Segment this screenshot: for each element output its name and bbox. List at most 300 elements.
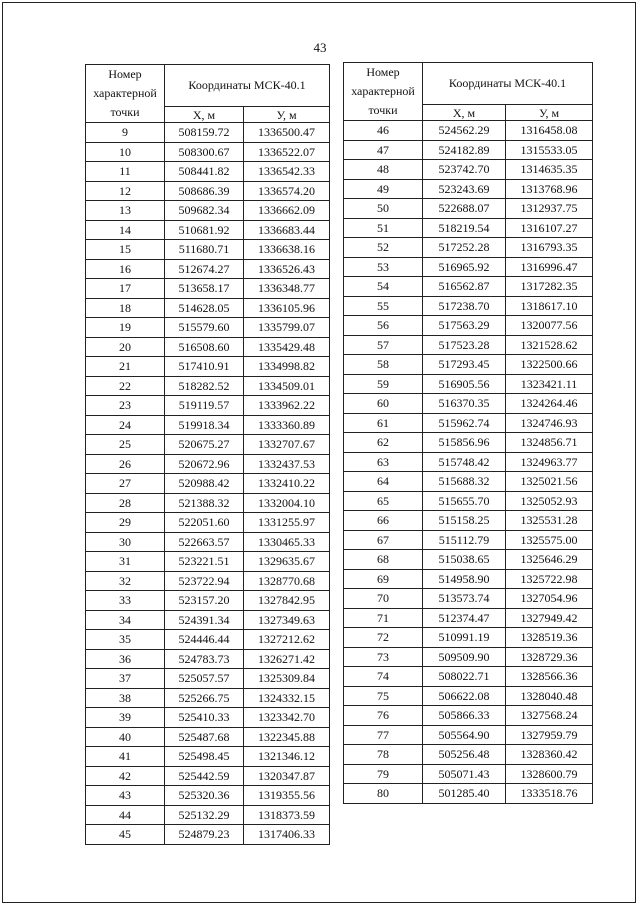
x-coordinate-cell: 516508.60 xyxy=(165,337,244,357)
table-row xyxy=(86,220,330,240)
point-number-cell: 52 xyxy=(344,238,423,258)
x-coordinate-cell: 515748.42 xyxy=(423,452,506,472)
point-number-cell: 61 xyxy=(344,413,423,433)
header-point-number: Номер характерной точки xyxy=(86,65,165,123)
point-number-cell: 53 xyxy=(344,257,423,277)
point-number-cell: 13 xyxy=(86,201,165,221)
table-row xyxy=(86,805,330,825)
y-coordinate-cell: 1317282.35 xyxy=(506,277,593,297)
table-row xyxy=(344,277,593,297)
table-row xyxy=(86,766,330,786)
x-coordinate-cell: 508441.82 xyxy=(165,162,244,182)
y-coordinate-cell: 1324746.93 xyxy=(506,413,593,433)
table-row xyxy=(86,571,330,591)
x-coordinate-cell: 505071.43 xyxy=(423,764,506,784)
point-number-cell: 57 xyxy=(344,335,423,355)
y-coordinate-cell: 1324856.71 xyxy=(506,433,593,453)
x-coordinate-cell: 520672.96 xyxy=(165,454,244,474)
table-row xyxy=(86,474,330,494)
table-row xyxy=(86,825,330,845)
y-coordinate-cell: 1328600.79 xyxy=(506,764,593,784)
point-number-cell: 40 xyxy=(86,727,165,747)
point-number-cell: 36 xyxy=(86,649,165,669)
point-number-cell: 11 xyxy=(86,162,165,182)
x-coordinate-cell: 516562.87 xyxy=(423,277,506,297)
page-number: 43 xyxy=(313,40,327,55)
point-number-cell: 29 xyxy=(86,513,165,533)
table-row xyxy=(344,394,593,414)
x-coordinate-cell: 525442.59 xyxy=(165,766,244,786)
x-coordinate-cell: 505866.33 xyxy=(423,706,506,726)
coordinates-table-right xyxy=(343,62,593,804)
x-coordinate-cell: 525498.45 xyxy=(165,747,244,767)
point-number-cell: 21 xyxy=(86,357,165,377)
x-coordinate-cell: 518219.54 xyxy=(423,218,506,238)
table-row xyxy=(344,647,593,667)
y-coordinate-cell: 1312937.75 xyxy=(506,199,593,219)
point-number-cell: 74 xyxy=(344,667,423,687)
table-row xyxy=(344,608,593,628)
table-row xyxy=(86,337,330,357)
table-row xyxy=(86,318,330,338)
point-number-cell: 23 xyxy=(86,396,165,416)
x-coordinate-cell: 519918.34 xyxy=(165,415,244,435)
x-coordinate-cell: 508022.71 xyxy=(423,667,506,687)
x-coordinate-cell: 517410.91 xyxy=(165,357,244,377)
table-row xyxy=(344,511,593,531)
table-row xyxy=(86,493,330,513)
y-coordinate-cell: 1327959.79 xyxy=(506,725,593,745)
x-coordinate-cell: 519119.57 xyxy=(165,396,244,416)
y-coordinate-cell: 1328360.42 xyxy=(506,745,593,765)
y-coordinate-cell: 1331255.97 xyxy=(244,513,330,533)
table-row xyxy=(86,123,330,143)
y-coordinate-cell: 1313768.96 xyxy=(506,179,593,199)
point-number-cell: 60 xyxy=(344,394,423,414)
y-coordinate-cell: 1320077.56 xyxy=(506,316,593,336)
x-coordinate-cell: 516370.35 xyxy=(423,394,506,414)
y-coordinate-cell: 1323342.70 xyxy=(244,708,330,728)
table-row xyxy=(344,140,593,160)
x-coordinate-cell: 513658.17 xyxy=(165,279,244,299)
point-number-cell: 69 xyxy=(344,569,423,589)
table-row xyxy=(344,745,593,765)
table-row xyxy=(344,764,593,784)
x-coordinate-cell: 517238.70 xyxy=(423,296,506,316)
x-coordinate-cell: 501285.40 xyxy=(423,784,506,804)
point-number-cell: 47 xyxy=(344,140,423,160)
table-row xyxy=(86,708,330,728)
y-coordinate-cell: 1332004.10 xyxy=(244,493,330,513)
table-row xyxy=(344,296,593,316)
x-coordinate-cell: 524562.29 xyxy=(423,121,506,141)
point-number-cell: 33 xyxy=(86,591,165,611)
y-coordinate-cell: 1327842.95 xyxy=(244,591,330,611)
x-coordinate-cell: 506622.08 xyxy=(423,686,506,706)
table-row xyxy=(344,686,593,706)
x-coordinate-cell: 520675.27 xyxy=(165,435,244,455)
point-number-cell: 66 xyxy=(344,511,423,531)
point-number-cell: 16 xyxy=(86,259,165,279)
y-coordinate-cell: 1336574.20 xyxy=(244,181,330,201)
table-row xyxy=(86,298,330,318)
table-row xyxy=(344,355,593,375)
point-number-cell: 22 xyxy=(86,376,165,396)
table-row xyxy=(86,630,330,650)
x-coordinate-cell: 512674.27 xyxy=(165,259,244,279)
table-row xyxy=(344,569,593,589)
y-coordinate-cell: 1333518.76 xyxy=(506,784,593,804)
y-coordinate-cell: 1330465.33 xyxy=(244,532,330,552)
x-coordinate-cell: 515688.32 xyxy=(423,472,506,492)
header-point-number: Номер характерной точки xyxy=(344,63,423,121)
point-number-cell: 46 xyxy=(344,121,423,141)
table-row xyxy=(344,179,593,199)
point-number-cell: 44 xyxy=(86,805,165,825)
x-coordinate-cell: 524783.73 xyxy=(165,649,244,669)
y-coordinate-cell: 1328040.48 xyxy=(506,686,593,706)
x-coordinate-cell: 524182.89 xyxy=(423,140,506,160)
table-row xyxy=(86,259,330,279)
point-number-cell: 24 xyxy=(86,415,165,435)
x-coordinate-cell: 515962.74 xyxy=(423,413,506,433)
table-row xyxy=(86,142,330,162)
x-coordinate-cell: 525410.33 xyxy=(165,708,244,728)
x-coordinate-cell: 514628.05 xyxy=(165,298,244,318)
x-coordinate-cell: 525320.36 xyxy=(165,786,244,806)
header-coordinates: Координаты МСК-40.1 xyxy=(423,63,593,105)
point-number-cell: 77 xyxy=(344,725,423,745)
x-coordinate-cell: 521388.32 xyxy=(165,493,244,513)
table-row xyxy=(344,218,593,238)
table-row xyxy=(86,396,330,416)
table-row xyxy=(344,257,593,277)
x-coordinate-cell: 509682.34 xyxy=(165,201,244,221)
table-row xyxy=(86,435,330,455)
point-number-cell: 59 xyxy=(344,374,423,394)
x-coordinate-cell: 508686.39 xyxy=(165,181,244,201)
point-number-cell: 62 xyxy=(344,433,423,453)
point-number-cell: 31 xyxy=(86,552,165,572)
y-coordinate-cell: 1321346.12 xyxy=(244,747,330,767)
header-y: У, м xyxy=(244,107,330,123)
point-number-cell: 39 xyxy=(86,708,165,728)
y-coordinate-cell: 1325309.84 xyxy=(244,669,330,689)
table-row xyxy=(344,335,593,355)
y-coordinate-cell: 1322500.66 xyxy=(506,355,593,375)
point-number-cell: 35 xyxy=(86,630,165,650)
y-coordinate-cell: 1319355.56 xyxy=(244,786,330,806)
table-row xyxy=(344,667,593,687)
x-coordinate-cell: 508159.72 xyxy=(165,123,244,143)
y-coordinate-cell: 1316996.47 xyxy=(506,257,593,277)
point-number-cell: 45 xyxy=(86,825,165,845)
y-coordinate-cell: 1324332.15 xyxy=(244,688,330,708)
point-number-cell: 50 xyxy=(344,199,423,219)
point-number-cell: 70 xyxy=(344,589,423,609)
table-row xyxy=(344,550,593,570)
y-coordinate-cell: 1332437.53 xyxy=(244,454,330,474)
point-number-cell: 76 xyxy=(344,706,423,726)
y-coordinate-cell: 1323421.11 xyxy=(506,374,593,394)
x-coordinate-cell: 512374.47 xyxy=(423,608,506,628)
x-coordinate-cell: 523722.94 xyxy=(165,571,244,591)
point-number-cell: 32 xyxy=(86,571,165,591)
y-coordinate-cell: 1336500.47 xyxy=(244,123,330,143)
x-coordinate-cell: 513573.74 xyxy=(423,589,506,609)
table-row xyxy=(344,706,593,726)
table-row xyxy=(86,532,330,552)
point-number-cell: 26 xyxy=(86,454,165,474)
y-coordinate-cell: 1325021.56 xyxy=(506,472,593,492)
table-row xyxy=(86,688,330,708)
point-number-cell: 37 xyxy=(86,669,165,689)
point-number-cell: 48 xyxy=(344,160,423,180)
table-row xyxy=(86,610,330,630)
y-coordinate-cell: 1316793.35 xyxy=(506,238,593,258)
y-coordinate-cell: 1318617.10 xyxy=(506,296,593,316)
x-coordinate-cell: 515112.79 xyxy=(423,530,506,550)
y-coordinate-cell: 1332410.22 xyxy=(244,474,330,494)
y-coordinate-cell: 1328729.36 xyxy=(506,647,593,667)
table-row xyxy=(86,747,330,767)
y-coordinate-cell: 1325575.00 xyxy=(506,530,593,550)
point-number-cell: 18 xyxy=(86,298,165,318)
point-number-cell: 17 xyxy=(86,279,165,299)
y-coordinate-cell: 1334509.01 xyxy=(244,376,330,396)
x-coordinate-cell: 515579.60 xyxy=(165,318,244,338)
y-coordinate-cell: 1336105.96 xyxy=(244,298,330,318)
table-row xyxy=(344,238,593,258)
y-coordinate-cell: 1324264.46 xyxy=(506,394,593,414)
point-number-cell: 14 xyxy=(86,220,165,240)
table-row xyxy=(344,160,593,180)
x-coordinate-cell: 516905.56 xyxy=(423,374,506,394)
x-coordinate-cell: 517252.28 xyxy=(423,238,506,258)
y-coordinate-cell: 1332707.67 xyxy=(244,435,330,455)
x-coordinate-cell: 524391.34 xyxy=(165,610,244,630)
table-row xyxy=(86,786,330,806)
y-coordinate-cell: 1336662.09 xyxy=(244,201,330,221)
y-coordinate-cell: 1327949.42 xyxy=(506,608,593,628)
x-coordinate-cell: 515038.65 xyxy=(423,550,506,570)
table-row xyxy=(86,727,330,747)
point-number-cell: 65 xyxy=(344,491,423,511)
table-row xyxy=(344,628,593,648)
x-coordinate-cell: 524446.44 xyxy=(165,630,244,650)
table-row xyxy=(344,491,593,511)
table-body-left xyxy=(86,123,330,845)
y-coordinate-cell: 1336526.43 xyxy=(244,259,330,279)
x-coordinate-cell: 523243.69 xyxy=(423,179,506,199)
x-coordinate-cell: 516965.92 xyxy=(423,257,506,277)
x-coordinate-cell: 517523.28 xyxy=(423,335,506,355)
x-coordinate-cell: 515655.70 xyxy=(423,491,506,511)
point-number-cell: 41 xyxy=(86,747,165,767)
y-coordinate-cell: 1315533.05 xyxy=(506,140,593,160)
y-coordinate-cell: 1333360.89 xyxy=(244,415,330,435)
x-coordinate-cell: 522688.07 xyxy=(423,199,506,219)
y-coordinate-cell: 1328770.68 xyxy=(244,571,330,591)
y-coordinate-cell: 1327212.62 xyxy=(244,630,330,650)
x-coordinate-cell: 510991.19 xyxy=(423,628,506,648)
table-row xyxy=(86,591,330,611)
x-coordinate-cell: 510681.92 xyxy=(165,220,244,240)
x-coordinate-cell: 520988.42 xyxy=(165,474,244,494)
table-row xyxy=(344,784,593,804)
point-number-cell: 15 xyxy=(86,240,165,260)
point-number-cell: 78 xyxy=(344,745,423,765)
y-coordinate-cell: 1324963.77 xyxy=(506,452,593,472)
table-row xyxy=(86,376,330,396)
table-row xyxy=(86,454,330,474)
x-coordinate-cell: 522663.57 xyxy=(165,532,244,552)
table-row xyxy=(86,181,330,201)
point-number-cell: 67 xyxy=(344,530,423,550)
y-coordinate-cell: 1336683.44 xyxy=(244,220,330,240)
point-number-cell: 71 xyxy=(344,608,423,628)
x-coordinate-cell: 523742.70 xyxy=(423,160,506,180)
coordinates-table-left xyxy=(85,64,330,845)
x-coordinate-cell: 514958.90 xyxy=(423,569,506,589)
x-coordinate-cell: 505564.90 xyxy=(423,725,506,745)
point-number-cell: 12 xyxy=(86,181,165,201)
x-coordinate-cell: 523221.51 xyxy=(165,552,244,572)
table-row xyxy=(344,530,593,550)
table-row xyxy=(344,413,593,433)
x-coordinate-cell: 525266.75 xyxy=(165,688,244,708)
point-number-cell: 38 xyxy=(86,688,165,708)
point-number-cell: 19 xyxy=(86,318,165,338)
y-coordinate-cell: 1327054.96 xyxy=(506,589,593,609)
y-coordinate-cell: 1336542.33 xyxy=(244,162,330,182)
point-number-cell: 54 xyxy=(344,277,423,297)
table-row xyxy=(344,374,593,394)
y-coordinate-cell: 1325722.98 xyxy=(506,569,593,589)
point-number-cell: 42 xyxy=(86,766,165,786)
x-coordinate-cell: 525132.29 xyxy=(165,805,244,825)
header-x: X, м xyxy=(423,105,506,121)
point-number-cell: 80 xyxy=(344,784,423,804)
y-coordinate-cell: 1326271.42 xyxy=(244,649,330,669)
y-coordinate-cell: 1316107.27 xyxy=(506,218,593,238)
table-row xyxy=(344,472,593,492)
y-coordinate-cell: 1325531.28 xyxy=(506,511,593,531)
point-number-cell: 72 xyxy=(344,628,423,648)
y-coordinate-cell: 1320347.87 xyxy=(244,766,330,786)
table-row xyxy=(86,279,330,299)
y-coordinate-cell: 1336522.07 xyxy=(244,142,330,162)
table-row xyxy=(344,316,593,336)
point-number-cell: 28 xyxy=(86,493,165,513)
x-coordinate-cell: 508300.67 xyxy=(165,142,244,162)
table-row xyxy=(86,201,330,221)
y-coordinate-cell: 1336348.77 xyxy=(244,279,330,299)
point-number-cell: 10 xyxy=(86,142,165,162)
point-number-cell: 20 xyxy=(86,337,165,357)
y-coordinate-cell: 1334998.82 xyxy=(244,357,330,377)
y-coordinate-cell: 1327568.24 xyxy=(506,706,593,726)
y-coordinate-cell: 1327349.63 xyxy=(244,610,330,630)
x-coordinate-cell: 518282.52 xyxy=(165,376,244,396)
table-row xyxy=(86,649,330,669)
table-row xyxy=(86,552,330,572)
point-number-cell: 56 xyxy=(344,316,423,336)
x-coordinate-cell: 522051.60 xyxy=(165,513,244,533)
table-row xyxy=(86,415,330,435)
table-row xyxy=(86,240,330,260)
point-number-cell: 49 xyxy=(344,179,423,199)
table-row xyxy=(344,199,593,219)
point-number-cell: 63 xyxy=(344,452,423,472)
point-number-cell: 34 xyxy=(86,610,165,630)
y-coordinate-cell: 1317406.33 xyxy=(244,825,330,845)
header-x: X, м xyxy=(165,107,244,123)
header-coordinates: Координаты МСК-40.1 xyxy=(165,65,330,107)
table-row xyxy=(344,725,593,745)
point-number-cell: 27 xyxy=(86,474,165,494)
y-coordinate-cell: 1321528.62 xyxy=(506,335,593,355)
point-number-cell: 9 xyxy=(86,123,165,143)
y-coordinate-cell: 1316458.08 xyxy=(506,121,593,141)
y-coordinate-cell: 1336638.16 xyxy=(244,240,330,260)
y-coordinate-cell: 1328519.36 xyxy=(506,628,593,648)
y-coordinate-cell: 1329635.67 xyxy=(244,552,330,572)
point-number-cell: 73 xyxy=(344,647,423,667)
x-coordinate-cell: 517293.45 xyxy=(423,355,506,375)
x-coordinate-cell: 525057.57 xyxy=(165,669,244,689)
y-coordinate-cell: 1328566.36 xyxy=(506,667,593,687)
x-coordinate-cell: 524879.23 xyxy=(165,825,244,845)
y-coordinate-cell: 1314635.35 xyxy=(506,160,593,180)
point-number-cell: 58 xyxy=(344,355,423,375)
x-coordinate-cell: 525487.68 xyxy=(165,727,244,747)
point-number-cell: 51 xyxy=(344,218,423,238)
table-row xyxy=(344,589,593,609)
y-coordinate-cell: 1318373.59 xyxy=(244,805,330,825)
table-row xyxy=(86,357,330,377)
y-coordinate-cell: 1325052.93 xyxy=(506,491,593,511)
point-number-cell: 30 xyxy=(86,532,165,552)
point-number-cell: 75 xyxy=(344,686,423,706)
x-coordinate-cell: 523157.20 xyxy=(165,591,244,611)
table-row xyxy=(344,121,593,141)
point-number-cell: 68 xyxy=(344,550,423,570)
x-coordinate-cell: 509509.90 xyxy=(423,647,506,667)
point-number-cell: 43 xyxy=(86,786,165,806)
table-row xyxy=(344,452,593,472)
point-number-cell: 25 xyxy=(86,435,165,455)
table-row xyxy=(86,669,330,689)
y-coordinate-cell: 1335799.07 xyxy=(244,318,330,338)
x-coordinate-cell: 517563.29 xyxy=(423,316,506,336)
table-row xyxy=(86,162,330,182)
y-coordinate-cell: 1325646.29 xyxy=(506,550,593,570)
point-number-cell: 64 xyxy=(344,472,423,492)
x-coordinate-cell: 515856.96 xyxy=(423,433,506,453)
x-coordinate-cell: 505256.48 xyxy=(423,745,506,765)
x-coordinate-cell: 515158.25 xyxy=(423,511,506,531)
table-row xyxy=(86,513,330,533)
y-coordinate-cell: 1322345.88 xyxy=(244,727,330,747)
table-body-right xyxy=(344,121,593,804)
table-row xyxy=(344,433,593,453)
header-y: У, м xyxy=(506,105,593,121)
point-number-cell: 55 xyxy=(344,296,423,316)
y-coordinate-cell: 1333962.22 xyxy=(244,396,330,416)
y-coordinate-cell: 1335429.48 xyxy=(244,337,330,357)
x-coordinate-cell: 511680.71 xyxy=(165,240,244,260)
